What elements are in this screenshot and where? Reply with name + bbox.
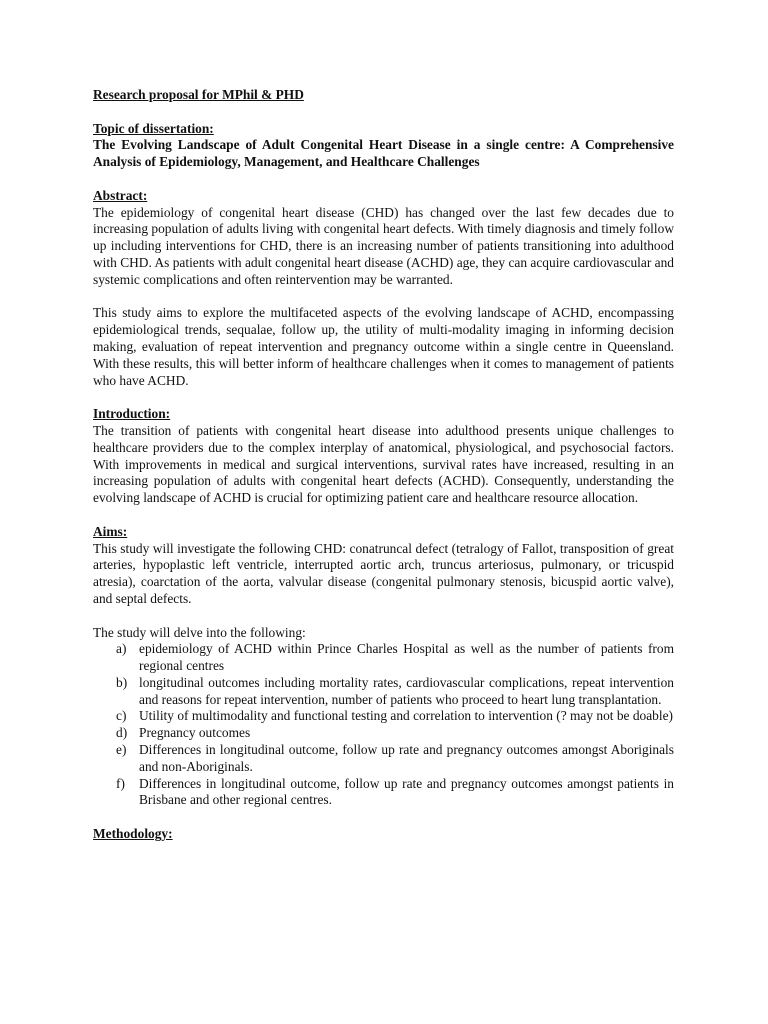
methodology-heading: Methodology: bbox=[93, 826, 173, 842]
list-item bbox=[116, 725, 674, 742]
list-item bbox=[116, 742, 674, 776]
spacer bbox=[93, 389, 674, 406]
list-item bbox=[116, 775, 674, 810]
list-item bbox=[116, 641, 674, 675]
dissertation-title: The Evolving Landscape of Adult Congenital Heart Disease in a single centre: A Comprehensive Analysis of Epidemiology, Management, and Healthcare Challenges bbox=[93, 137, 674, 170]
list-marker: e) bbox=[116, 742, 127, 758]
aims-list bbox=[93, 641, 674, 809]
introduction-heading: Introduction: bbox=[93, 406, 171, 422]
aims-heading: Aims: bbox=[93, 523, 128, 539]
document-page bbox=[93, 87, 674, 843]
abstract-heading: Abstract: bbox=[93, 187, 148, 203]
aims-list-intro: The study will delve into the following: bbox=[93, 624, 306, 640]
aims-paragraph: This study will investigate the following CHD: conatruncal defect (tetralogy of Fallot, transposition of great arteries, hypoplastic left ventricle, interrupted aortic arch, truncus arteriosus, pulmonary, or tricuspid atresia), coarctation of the aorta, valvular disease (congenital pulmonary stenosis, bicuspid aortic valve), and septal defects. bbox=[93, 540, 674, 606]
document-title: Research proposal for MPhil & PHD bbox=[93, 87, 304, 102]
list-marker: f) bbox=[116, 775, 125, 791]
list-item-text: Differences in longitudinal outcome, follow up rate and pregnancy outcomes amongst Aboriginals and non-Aboriginals. bbox=[139, 742, 674, 774]
list-marker: c) bbox=[116, 708, 127, 724]
spacer bbox=[93, 507, 674, 524]
list-item bbox=[116, 708, 674, 725]
spacer bbox=[93, 171, 674, 188]
introduction-paragraph: The transition of patients with congenital heart disease into adulthood presents unique challenges to healthcare providers due to the complex interplay of anatomical, physiological, and psychosocial factors. With improvements in medical and surgical interventions, survival rates have increased, resulting in an increasing population of adults with congenital heart defects (ACHD). Consequently, understanding the evolving landscape of ACHD is crucial for optimizing patient care and healthcare resource allocation. bbox=[93, 422, 674, 506]
list-item-text: Utility of multimodality and functional testing and correlation to intervention (? may not be doable) bbox=[139, 708, 674, 724]
list-item-text: Differences in longitudinal outcome, follow up rate and pregnancy outcomes amongst patients in Brisbane and other regional centres. bbox=[139, 775, 674, 808]
list-item bbox=[116, 674, 674, 709]
list-item-text: Pregnancy outcomes bbox=[139, 725, 251, 741]
list-marker: d) bbox=[116, 725, 128, 741]
spacer bbox=[93, 608, 674, 625]
abstract-paragraph-1: The epidemiology of congenital heart disease (CHD) has changed over the last few decades due to increasing population of adults living with congenital heart defects. With timely diagnosis and timely follow up including interventions for CHD, there is an increasing number of patients transitioning into adulthood with CHD. As patients with adult congenital heart disease (ACHD) age, they can acquire cardiovascular and systemic complications and often reintervention may be warranted. bbox=[93, 204, 674, 287]
list-item-text: epidemiology of ACHD within Prince Charles Hospital as well as the number of patients from regional centres bbox=[139, 641, 674, 674]
spacer bbox=[93, 289, 674, 306]
list-marker: b) bbox=[116, 674, 128, 690]
spacer bbox=[93, 809, 674, 826]
topic-heading: Topic of dissertation: bbox=[93, 120, 214, 136]
list-item-text: longitudinal outcomes including mortality rates, cardiovascular complications, repeat intervention and reasons for repeat intervention, number of patients who proceed to heart lung transplantation. bbox=[139, 674, 674, 707]
list-marker: a) bbox=[116, 641, 127, 657]
abstract-paragraph-2: This study aims to explore the multifaceted aspects of the evolving landscape of ACHD, encompassing epidemiological trends, sequalae, follow up, the utility of multi-modality imaging in informing decision making, evaluation of repeat intervention and pregnancy outcome within a single centre in Queensland. With these results, this will better inform of healthcare challenges when it comes to management of patients who have ACHD. bbox=[93, 305, 674, 388]
spacer bbox=[93, 104, 674, 121]
